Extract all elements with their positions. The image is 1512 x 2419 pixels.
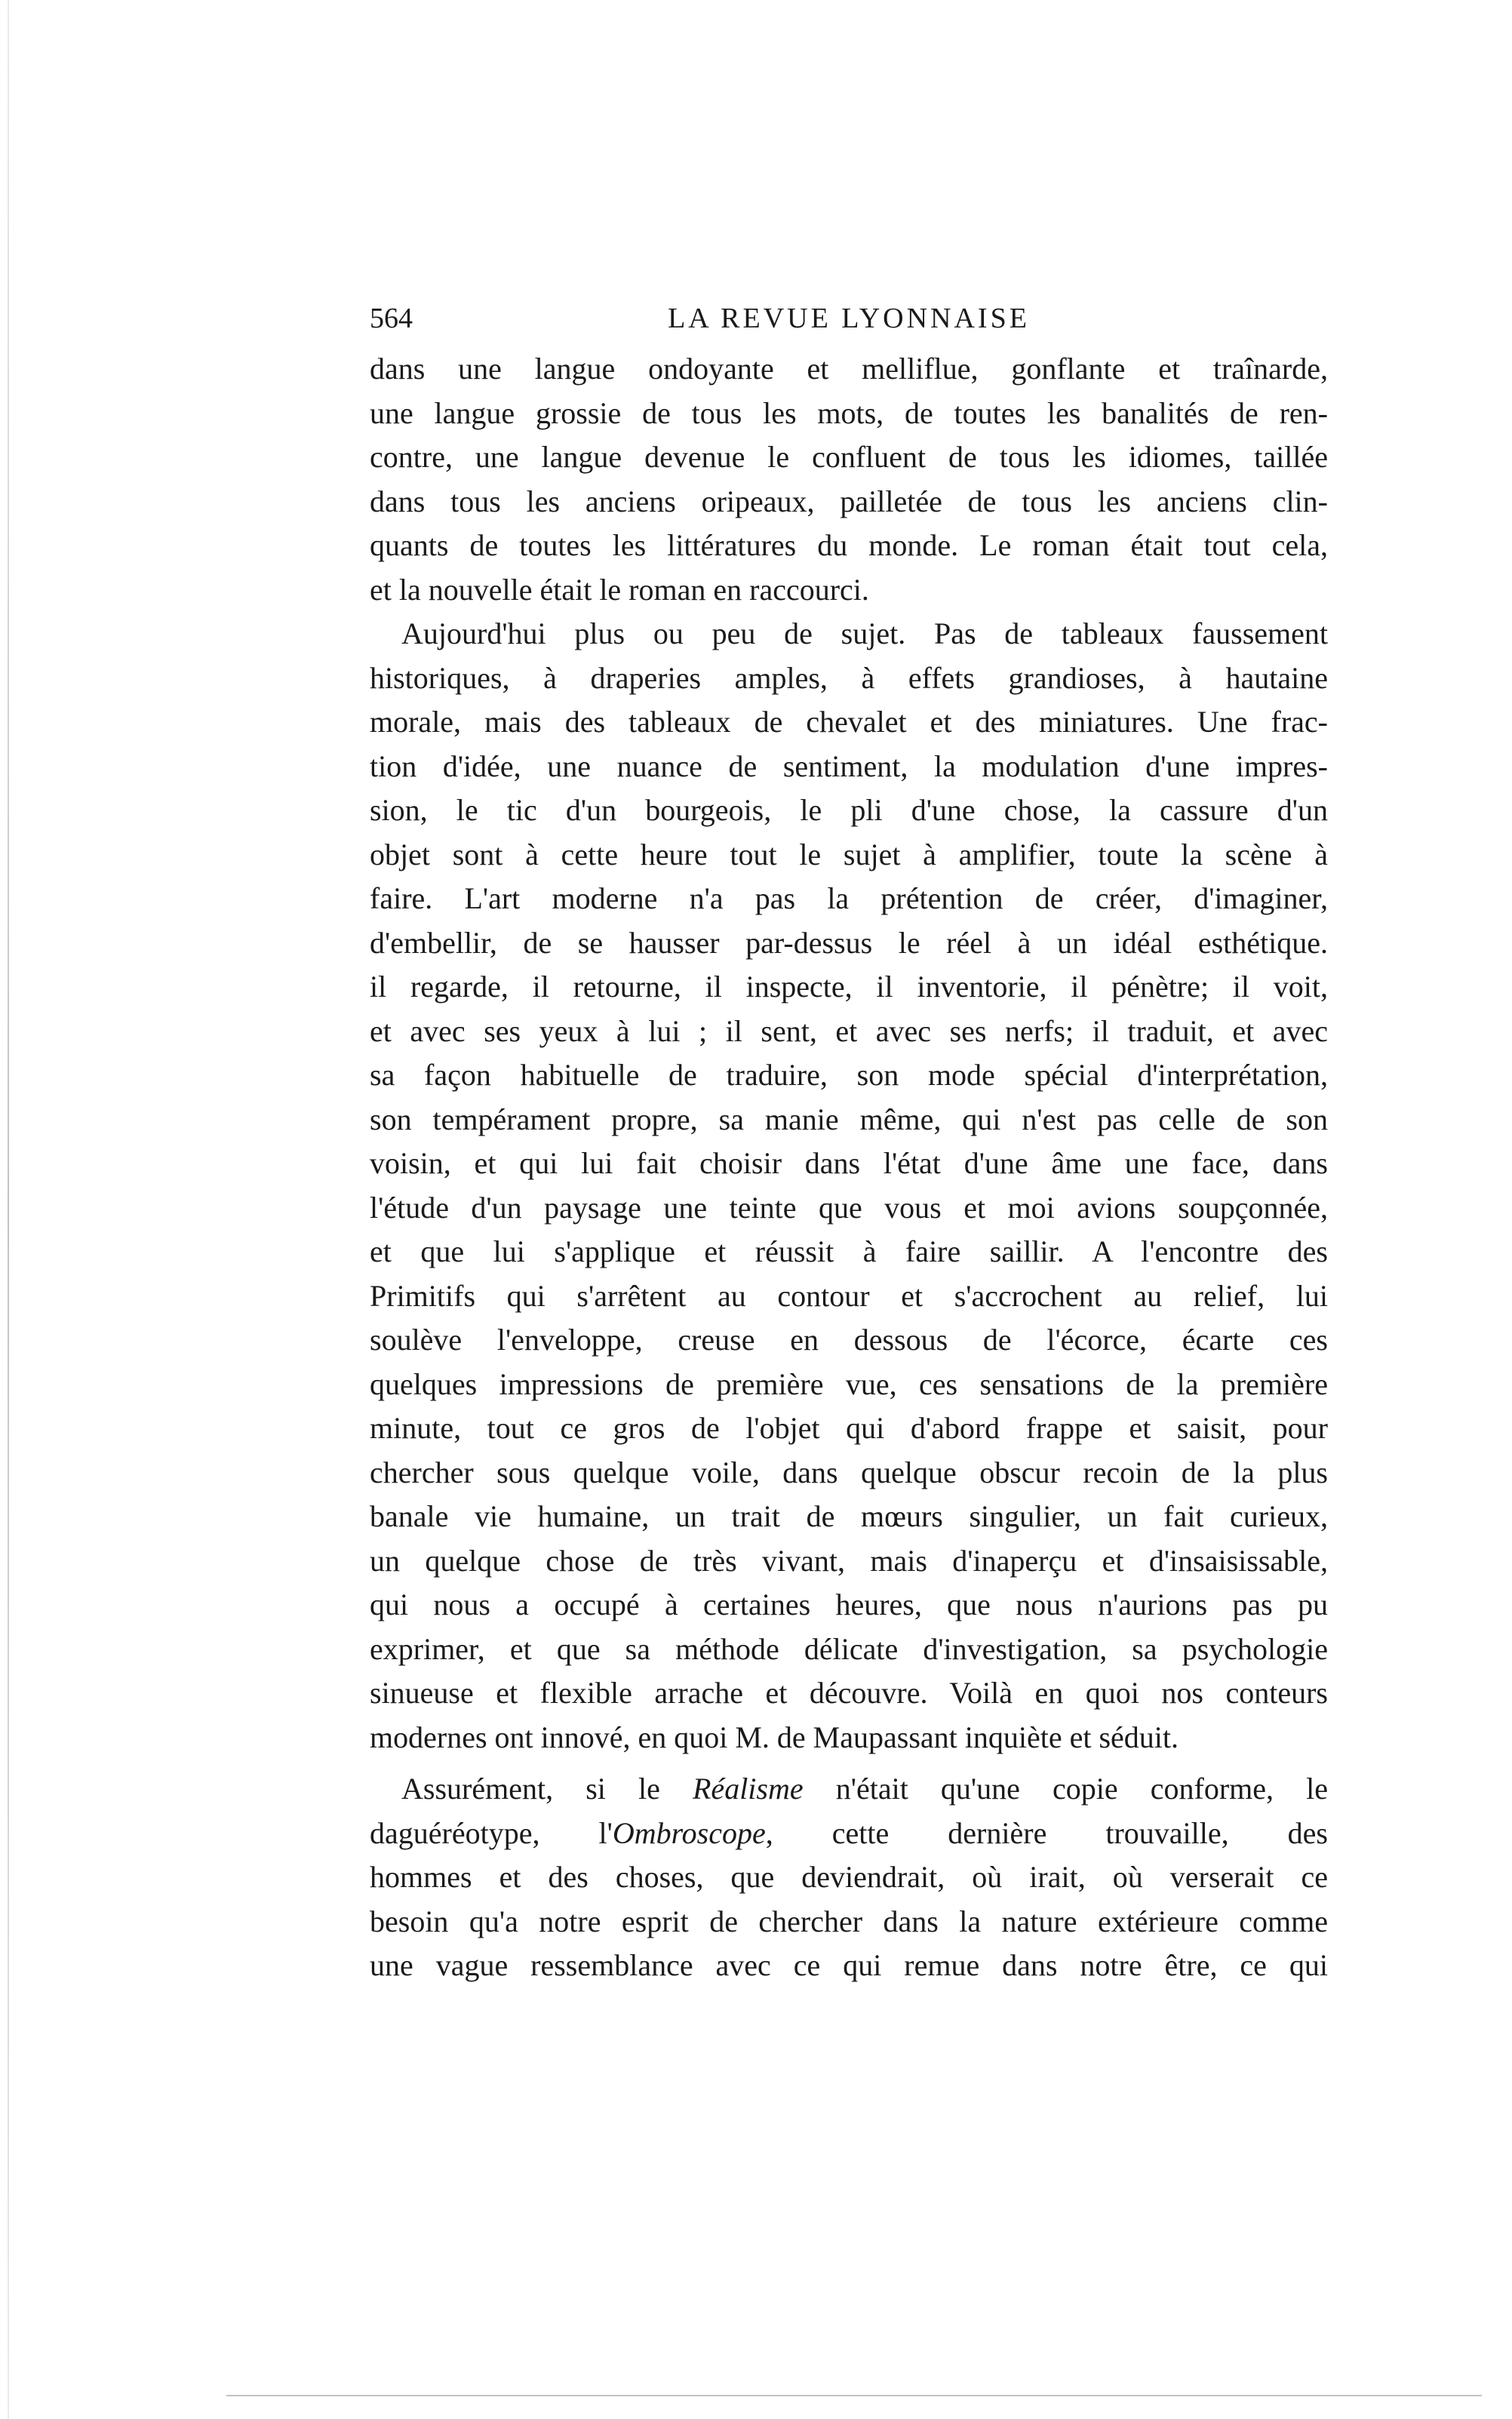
text-line: exprimer, et que sa méthode délicate d'investigation, sa psychologie (370, 1631, 1328, 1666)
text-line: modernes ont innové, en quoi M. de Maupassant inquiète et séduit. (370, 1720, 1179, 1754)
paragraph-3 (370, 1767, 1328, 1988)
text-line: et que lui s'applique et réussit à faire saillir. A l'encontre des (370, 1234, 1328, 1268)
text-line: morale, mais des tableaux de chevalet et des miniatures. Une frac- (370, 705, 1328, 739)
text-line: hommes et des choses, que deviendrait, où irait, où verserait ce (370, 1860, 1328, 1894)
text-line: Primitifs qui s'arrêtent au contour et s'accrochent au relief, lui (370, 1278, 1328, 1313)
text-line: un quelque chose de très vivant, mais d'inaperçu et d'insaisissable, (370, 1543, 1328, 1578)
text-line (370, 1767, 1328, 1812)
paragraph-spacer (370, 1760, 1328, 1767)
text-line: qui nous a occupé à certaines heures, que nous n'aurions pas pu (370, 1588, 1328, 1621)
text-line: banale vie humaine, un trait de mœurs singulier, un fait curieux, (370, 1499, 1328, 1533)
text-line: minute, tout ce gros de l'objet qui d'abord frappe et saisit, pour (370, 1411, 1328, 1445)
text-line: dans tous les anciens oripeaux, pailletée de tous les anciens clin- (370, 484, 1328, 518)
text-line: chercher sous quelque voile, dans quelque obscur recoin de la plus (370, 1455, 1328, 1489)
text-line: historiques, à draperies amples, à effets grandioses, à hautaine (370, 660, 1328, 695)
text-line: une langue grossie de tous les mots, de toutes les banalités de ren- (370, 395, 1328, 430)
text-line: tion d'idée, une nuance de sentiment, la modulation d'une impres- (370, 748, 1328, 783)
text-line: sa façon habituelle de traduire, son mode spécial d'interprétation, (370, 1058, 1328, 1092)
text-line: une vague ressemblance avec ce qui remue dans notre être, ce qui (370, 1948, 1328, 1982)
text-line: voisin, et qui lui fait choisir dans l'état d'une âme une face, dans (370, 1146, 1328, 1180)
scan-edge-shadow (8, 0, 9, 2419)
text-line: sinueuse et flexible arrache et découvre. Voilà en quoi nos conteurs (370, 1676, 1328, 1710)
text-line: il regarde, il retourne, il inspecte, il inventorie, il pénètre; il voit, (370, 970, 1328, 1004)
text-line: quants de toutes les littératures du monde. Le roman était tout cela, (370, 528, 1328, 562)
running-head (370, 302, 1328, 347)
text-line: contre, une langue devenue le confluent de tous les idiomes, taillée (370, 440, 1328, 474)
scan-bottom-edge (226, 2395, 1482, 2396)
text-line: objet sont à cette heure tout le sujet à amplifier, toute la scène à (370, 837, 1328, 871)
text-line: dans une langue ondoyante et melliflue, gonflante et traînarde, (370, 352, 1328, 386)
text-line: faire. L'art moderne n'a pas la prétention de créer, d'imaginer, (370, 881, 1328, 915)
text-line: son tempérament propre, sa manie même, qui n'est pas celle de son (370, 1102, 1328, 1136)
text-line: soulève l'enveloppe, creuse en dessous de l'écorce, écarte ces (370, 1323, 1328, 1357)
body-text (370, 347, 1328, 1988)
text-fragment: n'était qu'une copie conforme, le (803, 1772, 1328, 1806)
text-line: et la nouvelle était le roman en raccourci. (370, 572, 869, 607)
page-number: 564 (370, 303, 413, 334)
text-line: l'étude d'un paysage une teinte que vous et moi avions soupçonnée, (370, 1190, 1328, 1225)
text-line: Aujourd'hui plus ou peu de sujet. Pas de tableaux faussement (401, 616, 1328, 650)
text-line: et avec ses yeux à lui ; il sent, et avec ses nerfs; il traduit, et avec (370, 1013, 1328, 1048)
text-fragment: , cette dernière trouvaille, des (765, 1815, 1328, 1850)
text-line: quelques impressions de première vue, ces sensations de la première (370, 1366, 1328, 1401)
text-line: d'embellir, de se hausser par-dessus le réel à un idéal esthétique. (370, 925, 1328, 960)
journal-title: LA REVUE LYONNAISE (668, 303, 1030, 334)
text-line: besoin qu'a notre esprit de chercher dans la nature extérieure comme (370, 1904, 1328, 1938)
paragraph-1 (370, 347, 1328, 612)
text-fragment: daguéréotype, l' (370, 1815, 613, 1850)
text-fragment: Assurément, si le (401, 1772, 693, 1806)
text-line (370, 1812, 1328, 1856)
paragraph-2 (370, 612, 1328, 1760)
text-line: sion, le tic d'un bourgeois, le pli d'une chose, la cassure d'un (370, 793, 1328, 827)
italic-term: Ombroscope (612, 1815, 766, 1850)
italic-term: Réalisme (693, 1772, 804, 1806)
